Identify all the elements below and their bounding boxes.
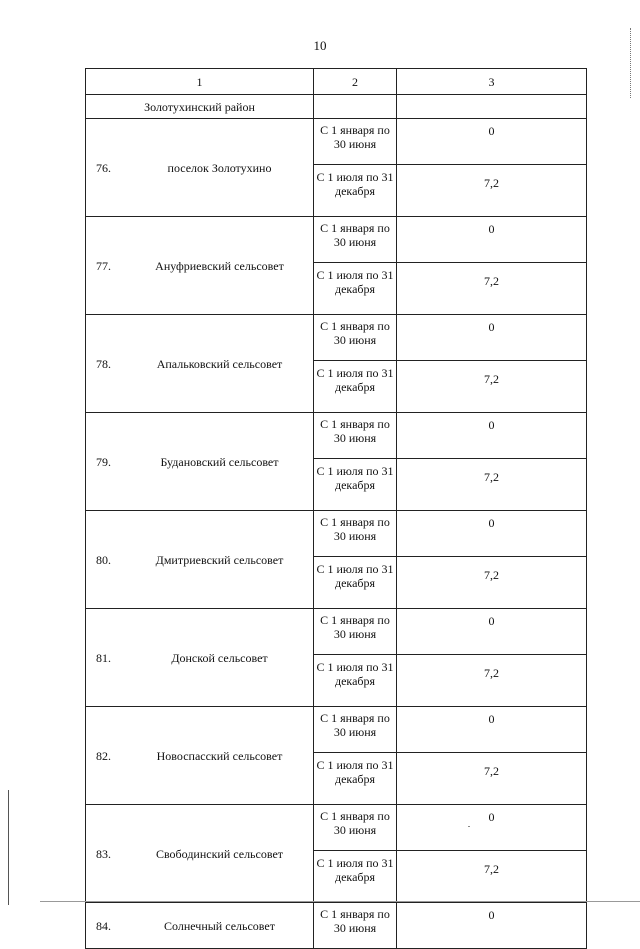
value-cell: 7,2 (397, 753, 587, 805)
entity-cell-content (86, 651, 313, 665)
value-cell: 7,2 (397, 165, 587, 217)
table-row (86, 511, 587, 557)
value-cell: 0 (397, 805, 587, 851)
scan-edge-line (40, 901, 640, 902)
value-cell: 0 (397, 413, 587, 459)
table-row (86, 119, 587, 165)
period-cell: С 1 января по 30 июня (314, 413, 397, 459)
page-number: 10 (313, 38, 327, 53)
value-cell: 7,2 (397, 361, 587, 413)
entity-name: Апальковский сельсовет (156, 356, 283, 371)
value-cell: 7,2 (397, 557, 587, 609)
period-cell: С 1 июля по 31 декабря (314, 459, 397, 511)
entity-name: Новоспасский сельсовет (156, 748, 283, 763)
entity-cell-content (86, 553, 313, 567)
value-cell: 0 (397, 217, 587, 263)
period-cell: С 1 июля по 31 декабря (314, 263, 397, 315)
value-cell: 0 (397, 609, 587, 655)
table-row (86, 217, 587, 263)
period-cell: С 1 января по 30 июня (314, 903, 397, 949)
value-cell: 0 (397, 707, 587, 753)
entity-name: поселок Золотухино (167, 160, 272, 175)
period-cell: С 1 января по 30 июня (314, 707, 397, 753)
value-cell: 7,2 (397, 851, 587, 903)
entity-cell-content (86, 259, 313, 273)
period-cell: С 1 января по 30 июня (314, 511, 397, 557)
period-cell: С 1 июля по 31 декабря (314, 851, 397, 903)
period-cell: С 1 января по 30 июня (314, 609, 397, 655)
entity-cell-content (86, 919, 313, 933)
table-row (86, 805, 587, 851)
entity-cell (86, 119, 314, 217)
tariff-table-body (86, 69, 587, 949)
entity-cell-content (86, 749, 313, 763)
value-cell: 0 (397, 511, 587, 557)
entity-cell (86, 511, 314, 609)
value-cell: 7,2 (397, 459, 587, 511)
entity-cell-content (86, 161, 313, 175)
entity-number: 76. (96, 160, 111, 175)
period-cell: С 1 июля по 31 декабря (314, 557, 397, 609)
scan-margin-line (8, 790, 9, 905)
value-cell: 0 (397, 903, 587, 949)
entity-number: 79. (96, 454, 111, 469)
scan-margin-mark (630, 28, 632, 98)
entity-cell-content (86, 847, 313, 861)
entity-name: Солнечный сельсовет (164, 918, 275, 933)
value-cell: 7,2 (397, 655, 587, 707)
entity-name: Свободинский сельсовет (155, 846, 284, 861)
table-row (86, 609, 587, 655)
entity-number: 82. (96, 748, 111, 763)
entity-cell-content (86, 455, 313, 469)
entity-cell (86, 609, 314, 707)
entity-cell (86, 217, 314, 315)
header-cell-2: 2 (314, 69, 397, 95)
period-cell: С 1 июля по 31 декабря (314, 655, 397, 707)
period-cell: С 1 января по 30 июня (314, 217, 397, 263)
header-cell-1: 1 (86, 69, 314, 95)
entity-name: Дмитриевский сельсовет (155, 552, 284, 567)
value-cell: 0 (397, 315, 587, 361)
entity-cell (86, 707, 314, 805)
entity-number: 80. (96, 552, 111, 567)
period-cell: С 1 июля по 31 декабря (314, 753, 397, 805)
table-row (86, 707, 587, 753)
table-row (86, 413, 587, 459)
value-cell: 7,2 (397, 263, 587, 315)
district-empty-cell (397, 95, 587, 119)
district-row (86, 95, 587, 119)
period-cell: С 1 января по 30 июня (314, 805, 397, 851)
entity-name: Ануфриевский сельсовет (155, 258, 284, 273)
table-row (86, 903, 587, 949)
entity-cell (86, 315, 314, 413)
period-cell: С 1 июля по 31 декабря (314, 165, 397, 217)
scan-speck (468, 826, 470, 827)
entity-number: 83. (96, 846, 111, 861)
value-cell: 0 (397, 119, 587, 165)
table-row (86, 315, 587, 361)
header-cell-3: 3 (397, 69, 587, 95)
entity-cell-content (86, 357, 313, 371)
entity-cell (86, 805, 314, 903)
period-cell: С 1 января по 30 июня (314, 315, 397, 361)
entity-number: 84. (96, 918, 111, 933)
period-cell: С 1 января по 30 июня (314, 119, 397, 165)
entity-name: Будановский сельсовет (160, 454, 279, 469)
entity-name: Донской сельсовет (171, 650, 268, 665)
district-name: Золотухинский район (86, 95, 314, 119)
period-cell: С 1 июля по 31 декабря (314, 361, 397, 413)
tariff-table (85, 68, 587, 949)
entity-number: 77. (96, 258, 111, 273)
entity-number: 78. (96, 356, 111, 371)
entity-cell (86, 413, 314, 511)
header-row (86, 69, 587, 95)
district-empty-cell (314, 95, 397, 119)
entity-number: 81. (96, 650, 111, 665)
entity-cell (86, 903, 314, 949)
